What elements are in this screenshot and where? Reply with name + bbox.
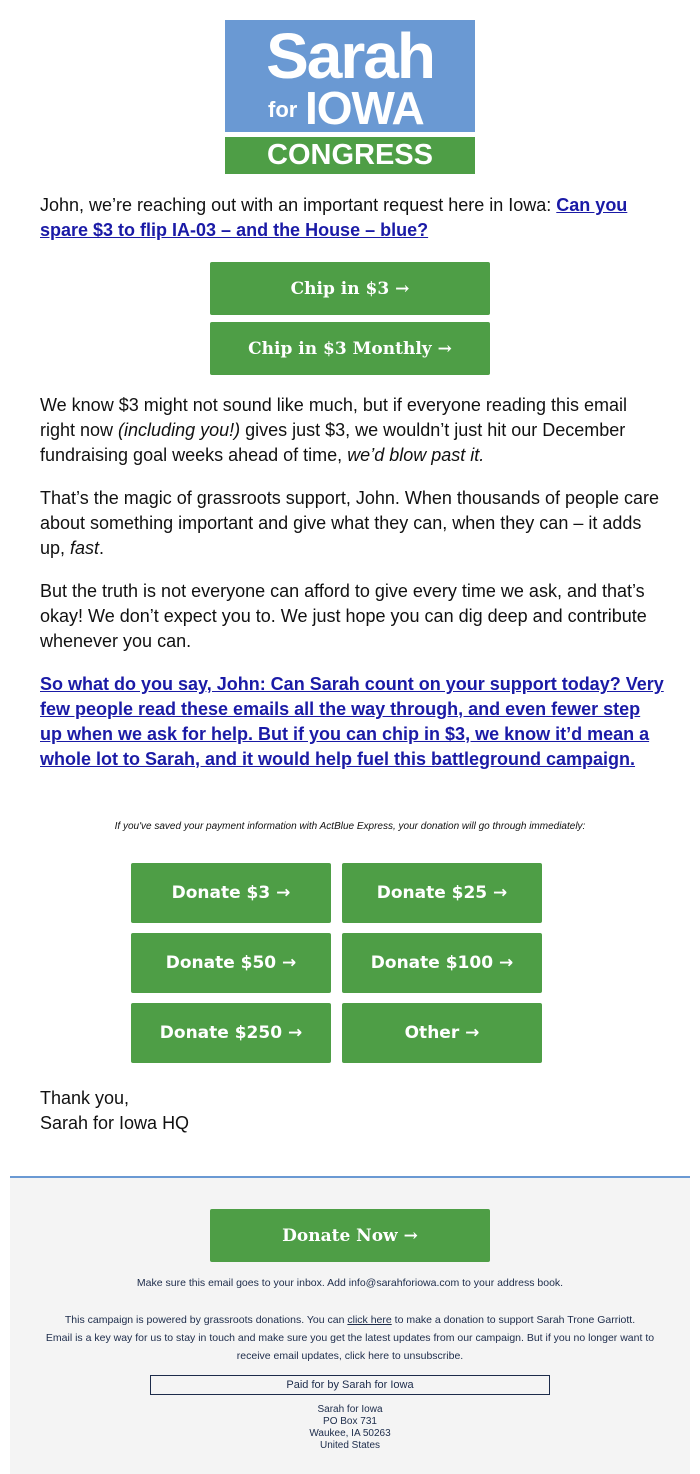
signoff-thanks: Thank you, [40,1088,130,1108]
intro-link[interactable]: Can you spare $3 to flip IA-03 – and the House – blue? [40,195,628,240]
chip-in-monthly-button[interactable]: Chip in $3 Monthly → [210,322,490,375]
campaign-logo [225,20,475,174]
donate-250-button[interactable]: Donate $250 → [131,1003,331,1063]
paragraph-1-text-b: gives just $3, we wouldn’t just hit our December fundraising goal weeks ahead of time, [40,420,626,465]
signoff-sender: Sarah for Iowa HQ [40,1113,190,1133]
paragraph-2-period: . [99,538,105,558]
inbox-notice: Make sure this email goes to your inbox. Add info@sarahforiowa.com to your address book. [136,1277,564,1289]
intro-text: John, we’re reaching out with an important request here in Iowa: [40,195,557,215]
paragraph-4 [40,672,665,772]
chip-in-button[interactable]: Chip in $3 → [210,262,490,315]
logo-for: for [268,97,298,122]
powered-by-notice [10,1311,690,1329]
address-line: United States [319,1440,381,1451]
address-line: Waukee, IA 50263 [309,1428,391,1439]
intro-paragraph [40,193,665,243]
paragraph-1-text-a: We know $3 might not sound like much, but if everyone reading this email right now [40,395,627,440]
paragraph-1-emphasis-2: we’d blow past it. [347,445,485,465]
support-appeal-link[interactable]: So what do you say, John: Can Sarah count on your support today? Very few people read these emails all the way through, and even fewer step up when we ask for help. But if you can chip in $3, we know it’d mean a whole lot to Sarah, and it would help fuel this battleground campaign. [40,674,664,769]
address-line: Sarah for Iowa [317,1404,383,1415]
donate-3-button[interactable]: Donate $3 → [131,863,331,923]
paragraph-3: But the truth is not everyone can afford to give every time we ask, and that’s okay! We don’t expect you to. We just hope you can dig deep and contribute whenever you can. [40,581,647,651]
powered-by-text-2: to make a donation to support Sarah Trone Garriott. [391,1314,636,1326]
powered-by-text: This campaign is powered by grassroots donations. You can [64,1314,348,1326]
donate-25-button[interactable]: Donate $25 → [342,863,542,923]
donate-50-button[interactable]: Donate $50 → [131,933,331,993]
unsubscribe-notice[interactable]: Email is a key way for us to stay in touch and make sure you get the latest updates from our campaign. But if you no longer want to receive email updates, click here to unsubscribe. [45,1332,655,1362]
email-footer [10,1176,690,1474]
paragraph-2-text: That’s the magic of grassroots support, John. When thousands of people care about something important and give what they can, when they can – it adds up, [40,488,660,558]
paid-for-box: Paid for by Sarah for Iowa [150,1375,550,1395]
paragraph-2-emphasis: fast [70,538,100,558]
logo-state: IOWA [305,82,424,134]
actblue-express-note: If you've saved your payment information with ActBlue Express, your donation will go through immediately: [114,821,586,832]
logo-office: CONGRESS [267,139,433,171]
paragraph-2 [40,486,665,561]
donate-100-button[interactable]: Donate $100 → [342,933,542,993]
mailing-address [10,1404,690,1452]
paragraph-1 [40,393,665,468]
paragraph-1-emphasis: (including you!) [118,420,241,440]
donate-other-button[interactable]: Other → [342,1003,542,1063]
donate-now-button[interactable]: Donate Now → [210,1209,490,1262]
click-here-donate-link[interactable]: click here [347,1314,392,1326]
address-line: PO Box 731 [323,1416,377,1427]
logo-name: Sarah [266,20,434,92]
